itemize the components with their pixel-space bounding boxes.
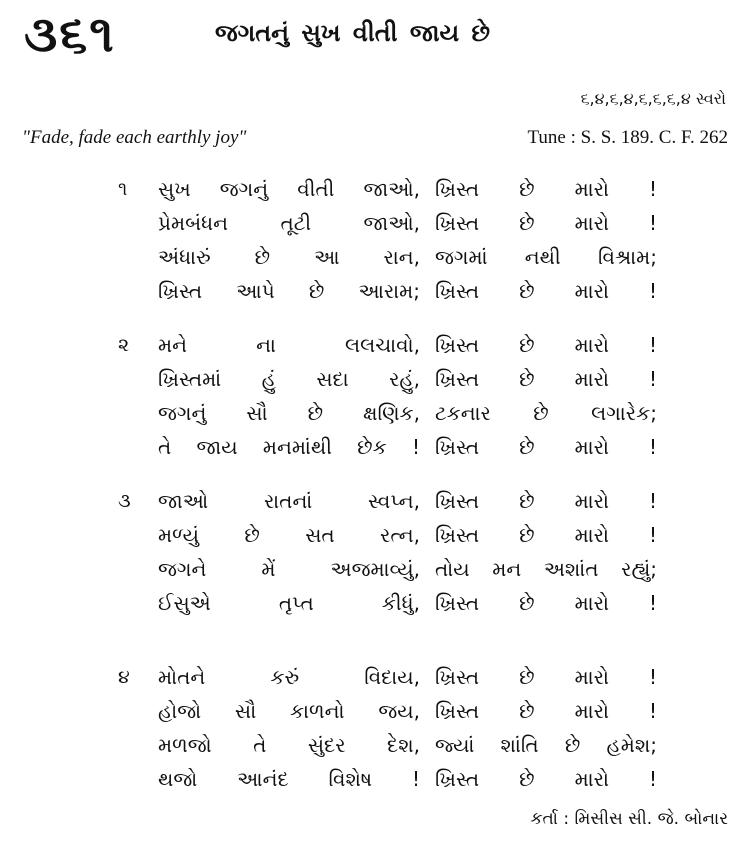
line-first-half: થજો આનંદ વિશેષ !	[158, 767, 420, 791]
line-first-half: ઈસુએ તૃપ્ત કીધું,	[158, 591, 420, 615]
line-second-half: ખ્રિસ્ત છે મારો !	[435, 367, 657, 391]
stanza-line	[0, 586, 750, 620]
line-first-half: મળ્યું છે સત રત્ન,	[158, 523, 420, 547]
line-second-half: ખ્રિસ્ત છે મારો !	[435, 177, 657, 201]
line-first-half: ખ્રિસ્તમાં હું સદા રહું,	[158, 367, 420, 391]
line-second-half: ટકનાર છે લગારેક;	[435, 401, 657, 425]
line-first-half: સુખ જગનું વીતી જાઓ,	[158, 177, 420, 201]
stanza-line	[0, 396, 750, 430]
tune-reference: Tune : S. S. 189. C. F. 262	[527, 127, 728, 148]
stanza-line	[0, 206, 750, 240]
line-second-half: ખ્રિસ્ત છે મારો !	[435, 333, 657, 357]
line-first-half: અંધારું છે આ રાન,	[158, 245, 420, 269]
stanza-number: ૩	[118, 490, 131, 512]
english-title: "Fade, fade each earthly joy"	[22, 127, 247, 148]
line-second-half: ખ્રિસ્ત છે મારો !	[435, 767, 657, 791]
hymn-title: જગતનું સુખ વીતી જાય છે	[215, 19, 491, 47]
line-first-half: ખ્રિસ્ત આપે છે આરામ;	[158, 279, 420, 303]
line-second-half: તોય મન અશાંત રહ્યું;	[435, 557, 657, 581]
line-first-half: પ્રેમબંધન તૂટી જાઓ,	[158, 211, 420, 235]
stanza-line	[0, 172, 750, 206]
stanza-line	[0, 694, 750, 728]
stanza-line	[0, 660, 750, 694]
line-first-half: મોતને કરું વિદાય,	[158, 665, 420, 689]
line-first-half: તે જાય મનમાંથી છેક !	[158, 435, 420, 459]
stanza-line	[0, 518, 750, 552]
hymn-number: ૩૬૧	[24, 5, 116, 63]
line-second-half: જ્યાં શાંતિ છે હમેશ;	[435, 733, 657, 757]
line-first-half: હોજો સૌ કાળનો જય,	[158, 699, 420, 723]
stanza-line	[0, 552, 750, 586]
stanza-line	[0, 240, 750, 274]
line-first-half: મને ના લલચાવો,	[158, 333, 420, 357]
stanza-line	[0, 728, 750, 762]
line-first-half: જગને મેં અજમાવ્યું,	[158, 557, 420, 581]
line-second-half: ખ્રિસ્ત છે મારો !	[435, 489, 657, 513]
stanza-line	[0, 484, 750, 518]
line-second-half: ખ્રિસ્ત છે મારો !	[435, 279, 657, 303]
meter-info: ૬,૪,૬,૪,૬,૬,૬,૪ સ્વરો	[580, 89, 726, 108]
stanza-number: ૧	[118, 178, 128, 200]
stanza-line	[0, 430, 750, 464]
stanza-number: ૪	[118, 666, 130, 688]
stanza-line	[0, 274, 750, 308]
line-second-half: જગમાં નથી વિશ્રામ;	[435, 245, 657, 269]
stanza-line	[0, 762, 750, 796]
line-second-half: ખ્રિસ્ત છે મારો !	[435, 591, 657, 615]
line-second-half: ખ્રિસ્ત છે મારો !	[435, 699, 657, 723]
line-first-half: મળજો તે સુંદર દેશ,	[158, 733, 420, 757]
stanza-line	[0, 328, 750, 362]
line-second-half: ખ્રિસ્ત છે મારો !	[435, 523, 657, 547]
line-second-half: ખ્રિસ્ત છે મારો !	[435, 665, 657, 689]
author-credit: કર્તા : મિસીસ સી. જે. બોનાર	[530, 809, 728, 829]
line-first-half: જાઓ રાતનાં સ્વપ્ન,	[158, 489, 420, 513]
line-first-half: જગનું સૌ છે ક્ષણિક,	[158, 401, 420, 425]
line-second-half: ખ્રિસ્ત છે મારો !	[435, 435, 657, 459]
stanza-line	[0, 362, 750, 396]
line-second-half: ખ્રિસ્ત છે મારો !	[435, 211, 657, 235]
stanza-number: ૨	[118, 334, 130, 356]
